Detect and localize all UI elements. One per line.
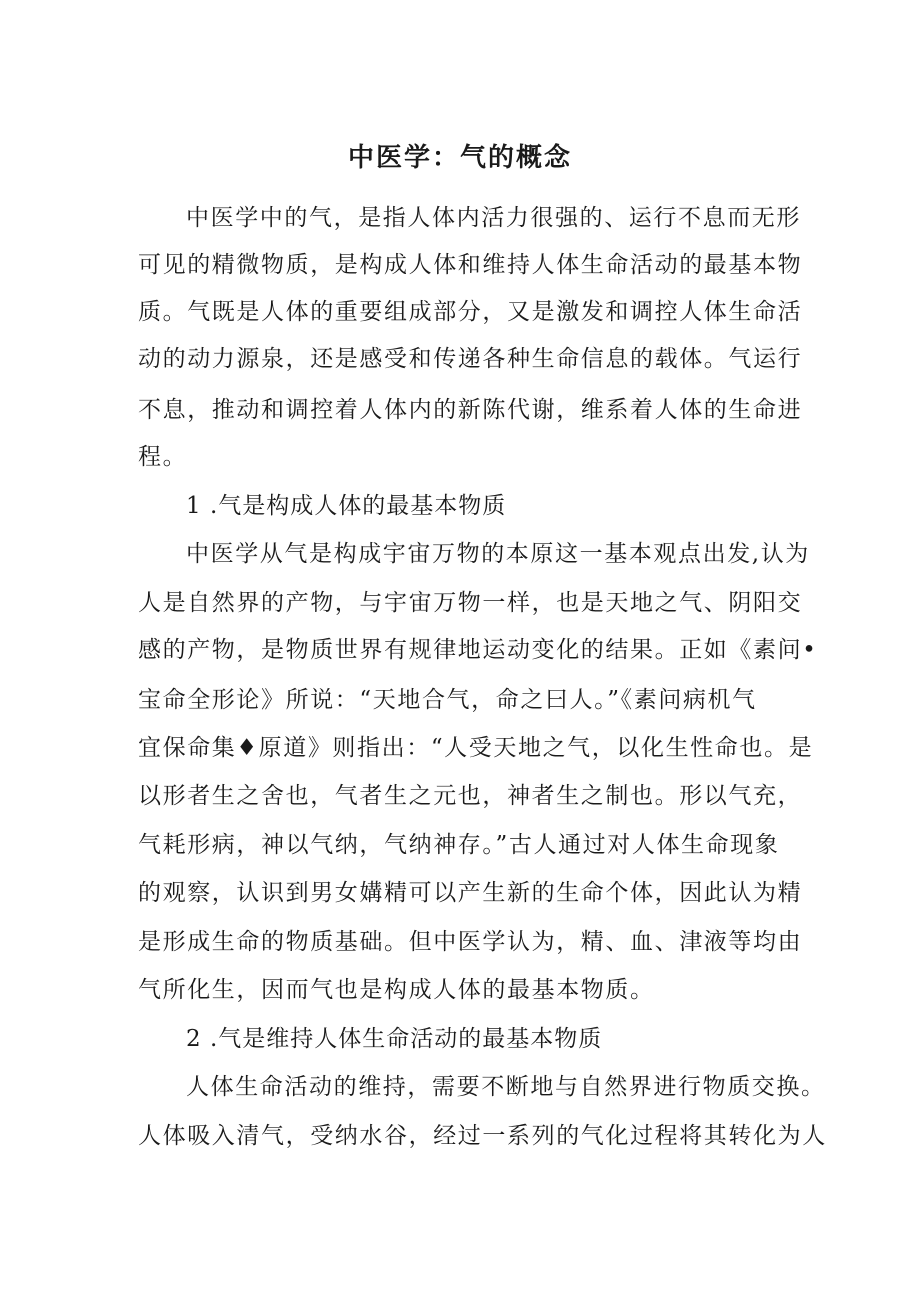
paragraph-2-line: 的观察，认识到男女媾精可以产生新的生命个体，因此认为精 [138, 880, 803, 906]
paragraph-2-line: 人是自然界的产物，与宇宙万物一样，也是天地之气、阴阳交 [138, 590, 803, 616]
paragraph-2-line: 气所化生，因而气也是构成人体的最基本物质。 [138, 977, 655, 1003]
paragraph-2-line: 是形成生命的物质基础。但中医学认为，精、血、津液等均由 [138, 929, 803, 955]
paragraph-1-line: 质。气既是人体的重要组成部分，又是激发和调控人体生命活 [138, 299, 803, 325]
paragraph-2-line: 宜保命集♦原道》则指出：“人受天地之气，以化生性命也。是 [138, 735, 814, 761]
paragraph-1-line: 中医学中的气，是指人体内活力很强的、运行不息而无形 [186, 205, 801, 231]
document-title: 中医学：气的概念 [347, 143, 572, 173]
paragraph-1-line: 程。 [138, 444, 188, 470]
paragraph-3-line: 人体生命活动的维持，需要不断地与自然界进行物质交换。 [186, 1074, 826, 1100]
section-1-heading: 1 .气是构成人体的最基本物质 [186, 493, 507, 519]
paragraph-2-line: 感的产物，是物质世界有规律地运动变化的结果。正如《素问• [138, 637, 818, 663]
section-2-heading: 2 .气是维持人体生命活动的最基本物质 [186, 1026, 603, 1052]
paragraph-3-line: 人体吸入清气，受纳水谷，经过一系列的气化过程将其转化为人 [138, 1123, 827, 1149]
paragraph-2-line: 宝命全形论》所说：“天地合气，命之曰人。”《素问病机气 [138, 687, 757, 713]
paragraph-1-line: 动的动力源泉，还是感受和传递各种生命信息的载体。气运行 [138, 346, 803, 372]
paragraph-2-line: 中医学从气是构成宇宙万物的本原这一基本观点出发,认为 [186, 541, 810, 567]
paragraph-1-line: 可见的精微物质，是构成人体和维持人体生命活动的最基本物 [138, 252, 803, 278]
paragraph-1-line: 不息，推动和调控着人体内的新陈代谢，维系着人体的生命进 [138, 397, 803, 423]
paragraph-2-line: 气耗形病，神以气纳，气纳神存。”古人通过对人体生命现象 [138, 832, 780, 858]
paragraph-2-line: 以形者生之舍也，气者生之元也，神者生之制也。形以气充， [138, 783, 803, 809]
